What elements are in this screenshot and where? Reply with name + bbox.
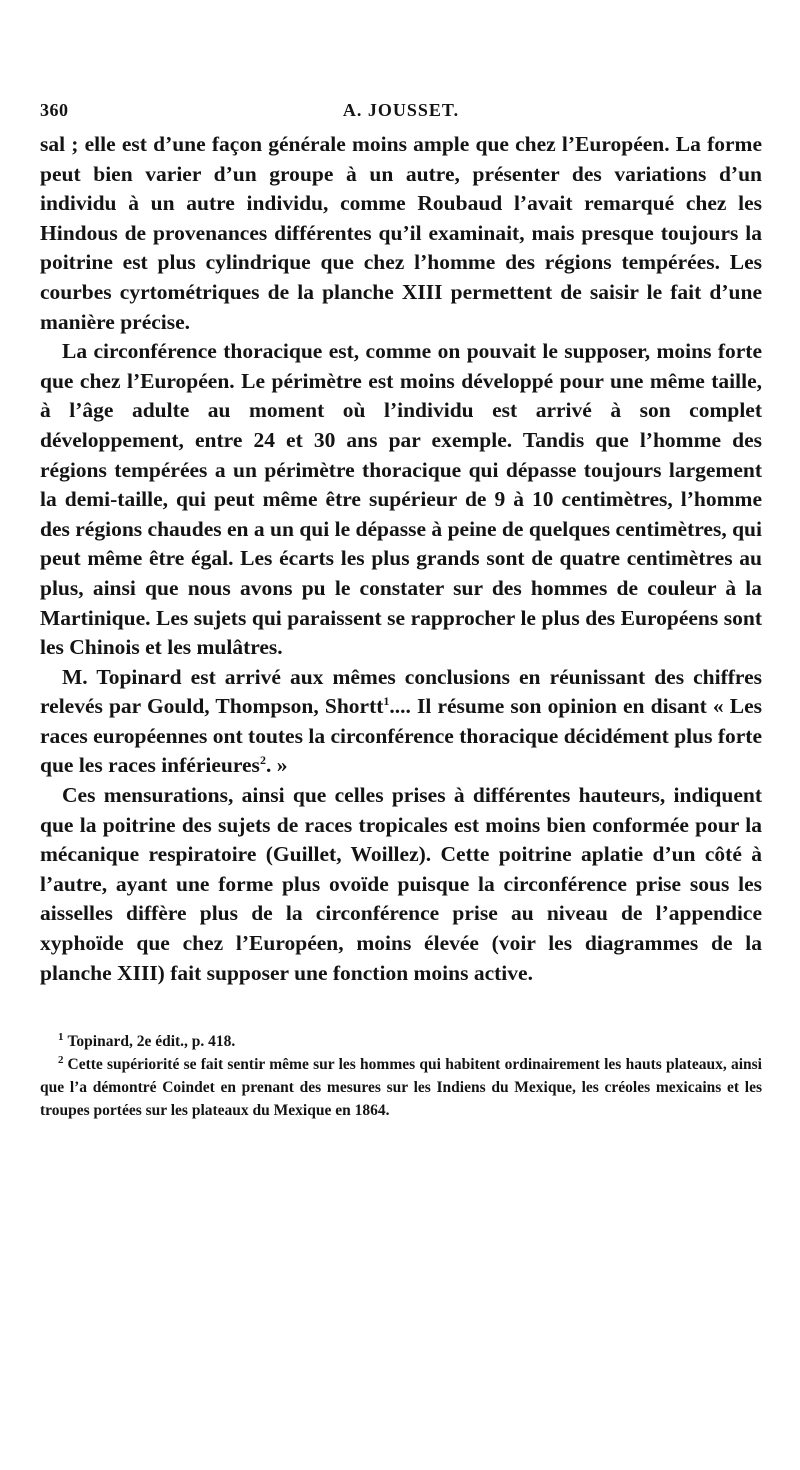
body-text: [40, 130, 762, 988]
paragraph-topinard: [40, 663, 762, 781]
paragraph-text: M. Topinard est arrivé aux mêmes conclusions en réunissant des chiffres relevés par Gould, Thompson, Shortt: [40, 664, 762, 719]
footnote-1: [40, 1030, 762, 1053]
footnote-ref-1[interactable]: 1: [383, 694, 390, 709]
paragraph-continued: sal ; elle est d’une façon générale moins ample que chez l’Européen. La forme peut bien varier d’un groupe à un autre, présenter des variations d’un individu à un autre individu, comme Roubaud l’avait remarqué chez les Hindous de provenances différentes qu’il examinait, mais presque toujours la poitrine est plus cylindrique que chez l’homme des régions tempérées. Les courbes cyrtométriques de la planche XIII permettent de saisir le fait d’une manière précise.: [40, 132, 762, 334]
footnote-2: [40, 1053, 762, 1122]
footnote-mark: 1: [58, 1031, 64, 1044]
footnote-mark: 2: [58, 1054, 64, 1067]
book-page: [40, 96, 762, 1122]
paragraph-circumference: La circonférence thoracique est, comme on pouvait le supposer, moins forte que chez l’Européen. Le périmètre est moins développé pour une même taille, à l’âge adulte au moment où l’individu est arrivé à son complet développement, entre 24 et 30 ans par exemple. Tandis que l’homme des régions tempérées a un périmètre thoracique qui dépasse toujours largement la demi-taille, qui peut même être supérieur de 9 à 10 centimètres, l’homme des régions chaudes en a un qui le dépasse à peine de quelques centimètres, qui peut même être égal. Les écarts les plus grands sont de quatre centimètres au plus, ainsi que nous avons pu le constater sur des hommes de couleur à la Martinique. Les sujets qui paraissent se rapprocher le plus des Européens sont les Chinois et les mulâtres.: [40, 339, 762, 660]
footnote-text: Cette supériorité se fait sentir même sur les hommes qui habitent ordinairement les hauts plateaux, ainsi que l’a démontré Coindet en prenant des mesures sur les Indiens du Mexique, les créoles mexicains et les troupes portées sur les plateaux du Mexique en 1864.: [40, 1056, 762, 1120]
running-title: A. JOUSSET.: [342, 100, 460, 120]
footnote-text: Topinard, 2e édit., p. 418.: [67, 1033, 236, 1051]
paragraph-text: . »: [265, 753, 288, 778]
footnotes: [40, 1030, 762, 1122]
page-number: 360: [40, 100, 69, 120]
paragraph-text: .... Il résume son opinion en disant « Les races européennes ont toutes la circonférence thoracique décidément plus forte que les races inférieures: [40, 694, 762, 778]
footnote-ref-2[interactable]: 2: [259, 753, 266, 768]
running-head: [40, 96, 762, 130]
paragraph-measurements: Ces mensurations, ainsi que celles prises à différentes hauteurs, indiquent que la poitrine des sujets de races tropicales est moins bien conformée pour la mécanique respiratoire (Guillet, Woillez). Cette poitrine aplatie d’un côté à l’autre, ayant une forme plus ovoïde puisque la circonférence prise sous les aisselles diffère plus de la circonférence prise au niveau de l’appendice xyphoïde que chez l’Européen, moins élevée (voir les diagrammes de la planche XIII) fait supposer une fonction moins active.: [40, 783, 762, 985]
